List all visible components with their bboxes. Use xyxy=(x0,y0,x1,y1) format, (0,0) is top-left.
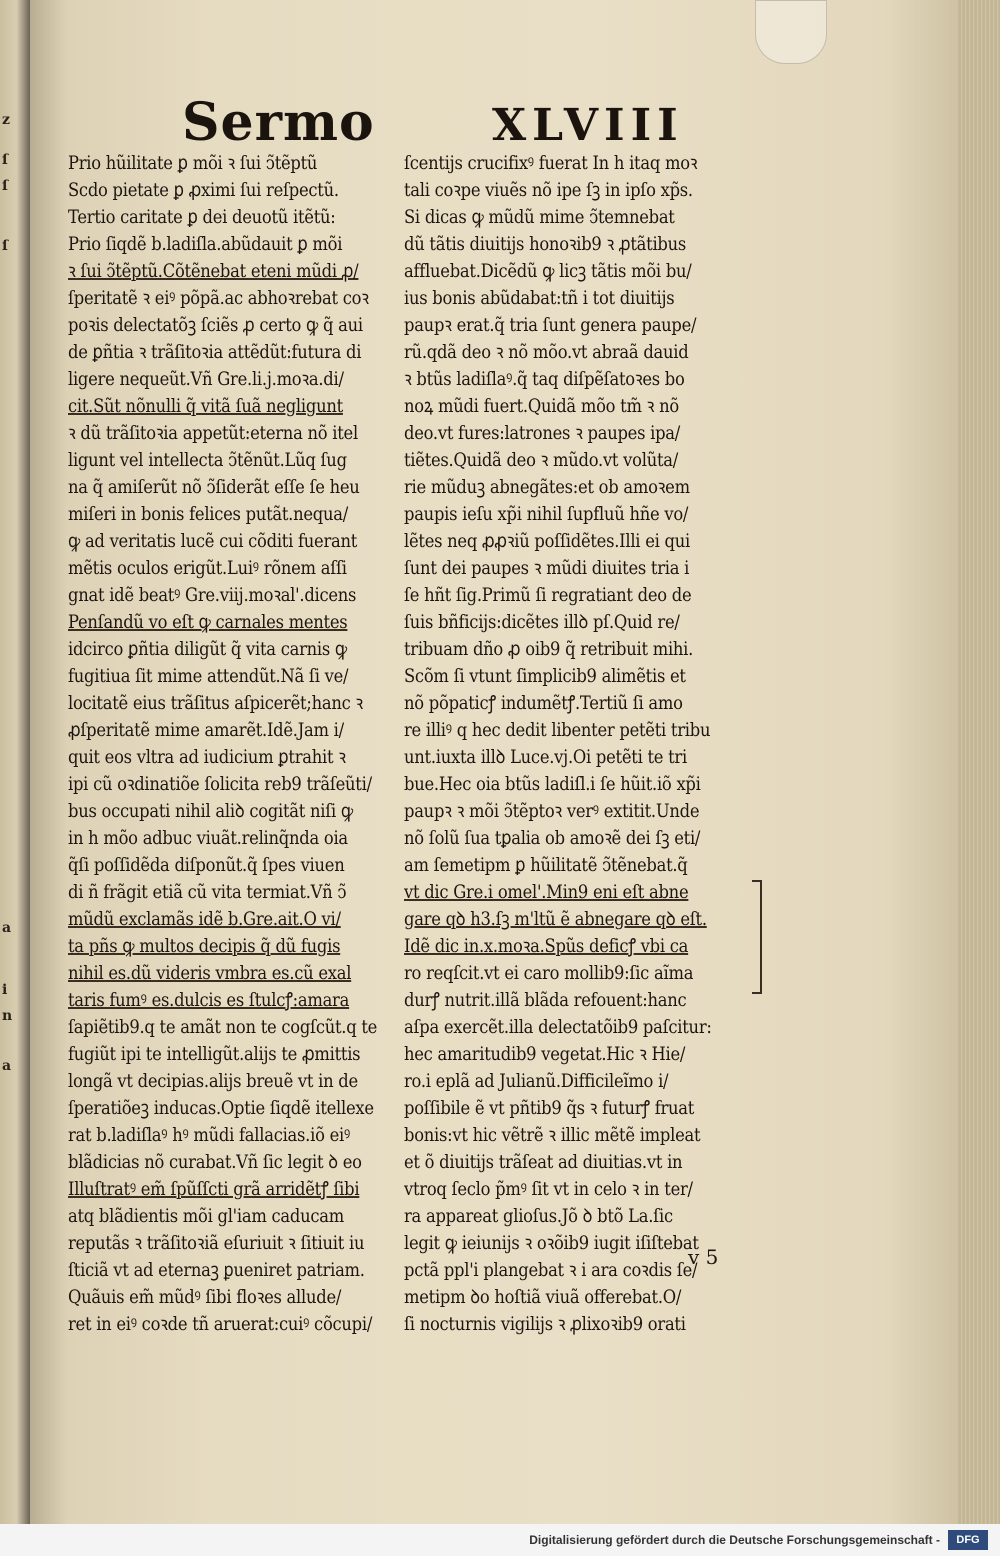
text-line: am ſemetipm ꝑ hũilitatẽ ↄ̃tẽnebat.q̃ xyxy=(404,854,688,876)
text-line: Penſandũ vo eſt ꝙ carnales mentes xyxy=(68,611,348,633)
text-line: blãdicias nõ curabat.Vñ ſic legit ꝺ eo xyxy=(68,1151,362,1173)
text-line: tribuam dño ꝓ oib9 q̃ retribuit mihi. xyxy=(404,638,694,660)
signature-mark: v 5 xyxy=(688,1245,719,1269)
text-line: nõ põpaticꝭ indumẽtꝭ.Tertiũ ſi amo xyxy=(404,692,683,714)
text-line: Si dicas ꝙ mũdũ mime ↄ̃temnebat xyxy=(404,206,675,228)
text-line: poꝛis delectatõꝫ ſciẽs ꝓ certo ꝙ q̃ aui xyxy=(68,314,363,336)
text-line: paupꝛ erat.q̃ tria ſunt genera paupe/ xyxy=(404,314,697,336)
text-line: poſſibile ẽ vt pñtib9 q̃s ꝛ futurꝭ fruat xyxy=(404,1097,695,1119)
text-line: mũdũ exclamãs idẽ b.Gre.ait.O vi/ xyxy=(68,908,341,930)
text-line: re illiꝰ q hec dedit libenter petẽti tribu xyxy=(404,719,711,741)
footer-bar xyxy=(0,1524,1000,1556)
text-line: ſe hñt ſig.Primũ ſi regratiant deo de xyxy=(404,584,692,606)
text-line: locitatẽ eius trãſitus aſpicerẽt;hanc ꝛ xyxy=(68,692,363,714)
text-line: ſapiẽtib9.q te amãt non te cogſcũt.q te xyxy=(68,1016,378,1038)
text-line: Quãuis em̃ mũdꝰ ſibi floꝛes allude/ xyxy=(68,1286,342,1308)
text-line: hec amaritudib9 vegetat.Hic ꝛ Hie/ xyxy=(404,1043,686,1065)
text-line: rũ.qdã deo ꝛ nõ mõo.vt abraã dauid xyxy=(404,341,689,363)
text-line: Scõm ſi vtunt ſimplicib9 alimẽtis et xyxy=(404,665,686,687)
text-line: unt.iuxta illꝺ Luce.vj.Oi petẽti te tri xyxy=(404,746,687,768)
text-line: ꝓſperitatẽ mime amarẽt.Idẽ.Jam i/ xyxy=(68,719,344,741)
text-line: Prio hũilitate ꝑ mõi ꝛ ſui ↄ̃tẽptũ xyxy=(68,152,318,174)
text-line: ſticiã vt ad eternaꝫ ꝑueniret patriam. xyxy=(68,1259,365,1281)
text-line: aſpa exercẽt.illa delectatõib9 paſcitur: xyxy=(404,1016,712,1038)
text-line: gnat idẽ beatꝰ Gre.viij.moꝛal'.dicens xyxy=(68,584,357,606)
text-line: ſperatiõeꝫ inducas.Optie ſiqdẽ itellexe xyxy=(68,1097,374,1119)
text-line: bonis:vt hic vẽtrẽ ꝛ illic mẽtẽ impleat xyxy=(404,1124,701,1146)
text-line: longã vt decipias.alijs breuẽ vt in de xyxy=(68,1070,358,1092)
text-line: reputãs ꝛ trãſitoꝛiã eſuriuit ꝛ ſitiuit iu xyxy=(68,1232,365,1254)
funding-note: Digitalisierung gefördert durch die Deutsche Forschungsgemeinschaft - xyxy=(529,1533,940,1547)
text-line: dũ tãtis diuitijs honoꝛib9 ꝛ ꝓtãtibus xyxy=(404,233,687,255)
text-line: bus occupati nihil aliꝺ cogitãt niſi ꝙ xyxy=(68,800,353,822)
text-line: tali coꝛpe viuẽs nõ ipe ſꝫ in ipſo xp̃s. xyxy=(404,179,693,201)
dfg-logo: DFG xyxy=(948,1530,988,1550)
text-line: tiẽtes.Quidã deo ꝛ mũdo.vt volũta/ xyxy=(404,449,679,471)
text-line: paupis ieſu xp̃i nihil ſupfluũ hñe vo/ xyxy=(404,503,689,525)
text-line: fugiũt ipi te intelligũt.alijs te ꝓmittis xyxy=(68,1043,361,1065)
edge-letter: ſ xyxy=(2,178,9,194)
text-line: ſi nocturnis vigilijs ꝛ ꝓlixoꝛib9 orati xyxy=(404,1313,686,1335)
sermon-number: XLVIII xyxy=(492,100,684,151)
text-line: vtroq ſeclo p̃mꝰ ſit vt in celo ꝛ in ter/ xyxy=(404,1178,693,1200)
text-line: ꝛ btũs ladiſlaꝰ.q̃ taq diſpẽſatoꝛes bo xyxy=(404,368,685,390)
text-line: durꝭ nutrit.illã blãda refouent:hanc xyxy=(404,989,687,1011)
running-title: Sermo xyxy=(182,92,375,153)
text-line: paupꝛ ꝛ mõi ↄ̃tẽptoꝛ verꝰ extitit.Unde xyxy=(404,800,700,822)
text-line: deo.vt fures:latrones ꝛ paupes ipa/ xyxy=(404,422,681,444)
text-line: et õ diuitijs trãſeat ad diuitias.vt in xyxy=(404,1151,683,1173)
text-line: ligere nequeũt.Vñ Gre.li.j.moꝛa.di/ xyxy=(68,368,344,390)
left-text-column xyxy=(68,150,404,1338)
text-line: Prio ſiqdẽ b.ladiſla.abũdauit ꝑ mõi xyxy=(68,233,343,255)
text-line: ipi cũ oꝛdinatiõe ſolicita reb9 trãſeũti/ xyxy=(68,773,372,795)
text-line: ꝛ ſui ↄ̃tẽptũ.Cõtẽnebat eteni mũdi ꝓ/ xyxy=(68,260,359,282)
edge-letter: ſ xyxy=(2,152,9,168)
text-line: ꝛ dũ trãſitoꝛia appetũt:eterna nõ itel xyxy=(68,422,358,444)
text-line: ret in eiꝰ coꝛde tñ aruerat:cuiꝰ cõcupi/ xyxy=(68,1313,373,1335)
edge-letter: a xyxy=(2,920,12,936)
text-line: affluebat.Dicẽdũ ꝙ licꝫ tãtis mõi bu/ xyxy=(404,260,692,282)
text-line: nõ ſolũ ſua tꝑalia ob amoꝛẽ dei ſꝫ eti/ xyxy=(404,827,701,849)
text-line: Illuſtratꝰ em̃ ſpũſſcti grã arridẽtꝭ ſibi xyxy=(68,1178,360,1200)
text-line: mẽtis oculos erigũt.Luiꝰ rõnem aſſi xyxy=(68,557,347,579)
text-line: idcirco ꝑñtia diligũt q̃ vita carnis ꝙ xyxy=(68,638,347,660)
text-line: ꝙ ad veritatis lucẽ cui cõditi fuerant xyxy=(68,530,358,552)
text-line: taris fumꝰ es.dulcis es ſtulcꝭ:amara xyxy=(68,989,350,1011)
text-line: legit ꝙ ieiunijs ꝛ oꝛõib9 iugit iſiſtebat xyxy=(404,1232,699,1254)
text-line: ſcentijs crucifixꝰ fuerat In h itaq moꝛ xyxy=(404,152,698,174)
text-line: ligunt vel intellecta ↄ̃tẽnũt.Lũq ſug xyxy=(68,449,347,471)
adjacent-page-edge xyxy=(0,0,30,1524)
text-line: lẽtes neq ꝓꝓꝛiũ poſſidẽtes.Illi ei qui xyxy=(404,530,690,552)
edge-letter: z xyxy=(2,112,10,128)
text-line: ſperitatẽ ꝛ eiꝰ põpã.ac abhoꝛrebat coꝛ xyxy=(68,287,369,309)
text-line: Scdo pietate ꝑ ꝓximi ſui reſpectũ. xyxy=(68,179,339,201)
text-line: fugitiua ſit mime attendũt.Nã ſi ve/ xyxy=(68,665,349,687)
text-line: in h mõo adbuc viuãt.relinq̃nda oia xyxy=(68,827,348,849)
text-line: na q̃ amiſerũt nõ ↄ̃ſiderãt eſſe ſe heu xyxy=(68,476,360,498)
edge-letter: ſ xyxy=(2,238,9,254)
text-line: metipm ꝺo hoſtiã viuã offerebat.O/ xyxy=(404,1286,682,1308)
text-line: noꝝ mũdi fuert.Quidã mõo tm̃ ꝛ nõ xyxy=(404,395,679,417)
edge-letter: a xyxy=(2,1058,12,1074)
text-line: atq blãdientis mõi gl'iam caducam xyxy=(68,1205,344,1227)
text-line: ius bonis abũdabat:tñ i tot diuitijs xyxy=(404,287,675,309)
text-line: ta pñs ꝙ multos decipis q̃ dũ fugis xyxy=(68,935,341,957)
page-fore-edge xyxy=(958,0,1000,1524)
text-line: miſeri in bonis felices putãt.nequa/ xyxy=(68,503,349,525)
text-line: nihil es.dũ videris vmbra es.cũ exal xyxy=(68,962,352,984)
text-line: ro.i eplã ad Julianũ.Difficileĩmo i/ xyxy=(404,1070,669,1092)
text-line: ra appareat glioſus.Jõ ꝺ btõ La.ſic xyxy=(404,1205,673,1227)
text-line: Tertio caritate ꝑ dei deuotũ itẽtũ: xyxy=(68,206,336,228)
text-line: ſuis bñficijs:dicẽtes illꝺ pſ.Quid re/ xyxy=(404,611,680,633)
text-line: ſunt dei paupes ꝛ mũdi diuites tria i xyxy=(404,557,690,579)
text-line: de ꝑñtia ꝛ trãſitoꝛia attẽdũt:futura di xyxy=(68,341,362,363)
edge-letter: n xyxy=(2,1008,13,1024)
text-line: di ñ frãgit etiã cũ vita termiat.Vñ ↄ̃ xyxy=(68,881,347,903)
margin-bracket xyxy=(752,880,762,994)
edge-letter: i xyxy=(2,982,8,998)
text-line: rat b.ladiſlaꝰ hꝰ mũdi fallacias.iõ eiꝰ xyxy=(68,1124,350,1146)
text-line: bue.Hec oia btũs ladiſl.i ſe hũit.iõ xp̃i xyxy=(404,773,701,795)
text-line: vt dic Gre.i omel'.Min9 eni eſt abne xyxy=(404,881,689,903)
text-line: quit eos vltra ad iudicium ꝑtrahit ꝛ xyxy=(68,746,346,768)
text-line: q̃ſi poſſidẽda diſponũt.q̃ ſpes viuen xyxy=(68,854,345,876)
text-line: gare qꝺ h3.ſꝫ m'ltũ ẽ abnegare qꝺ eſt. xyxy=(404,908,707,930)
text-line: pctã ppl'i plangebat ꝛ i ara coꝛdis ſe/ xyxy=(404,1259,698,1281)
text-line: Idẽ dic in.x.moꝛa.Spũs deficꝭ vbi ca xyxy=(404,935,689,957)
text-line: ro reqſcit.vt ei caro mollib9:ſic aĩma xyxy=(404,962,694,984)
text-line: rie mũduꝫ abnegãtes:et ob amoꝛem xyxy=(404,476,690,498)
page-clip xyxy=(755,0,827,64)
text-line: cit.Sũt nõnulli q̃ vitã ſuã negligunt xyxy=(68,395,343,417)
right-text-column xyxy=(404,150,766,1338)
